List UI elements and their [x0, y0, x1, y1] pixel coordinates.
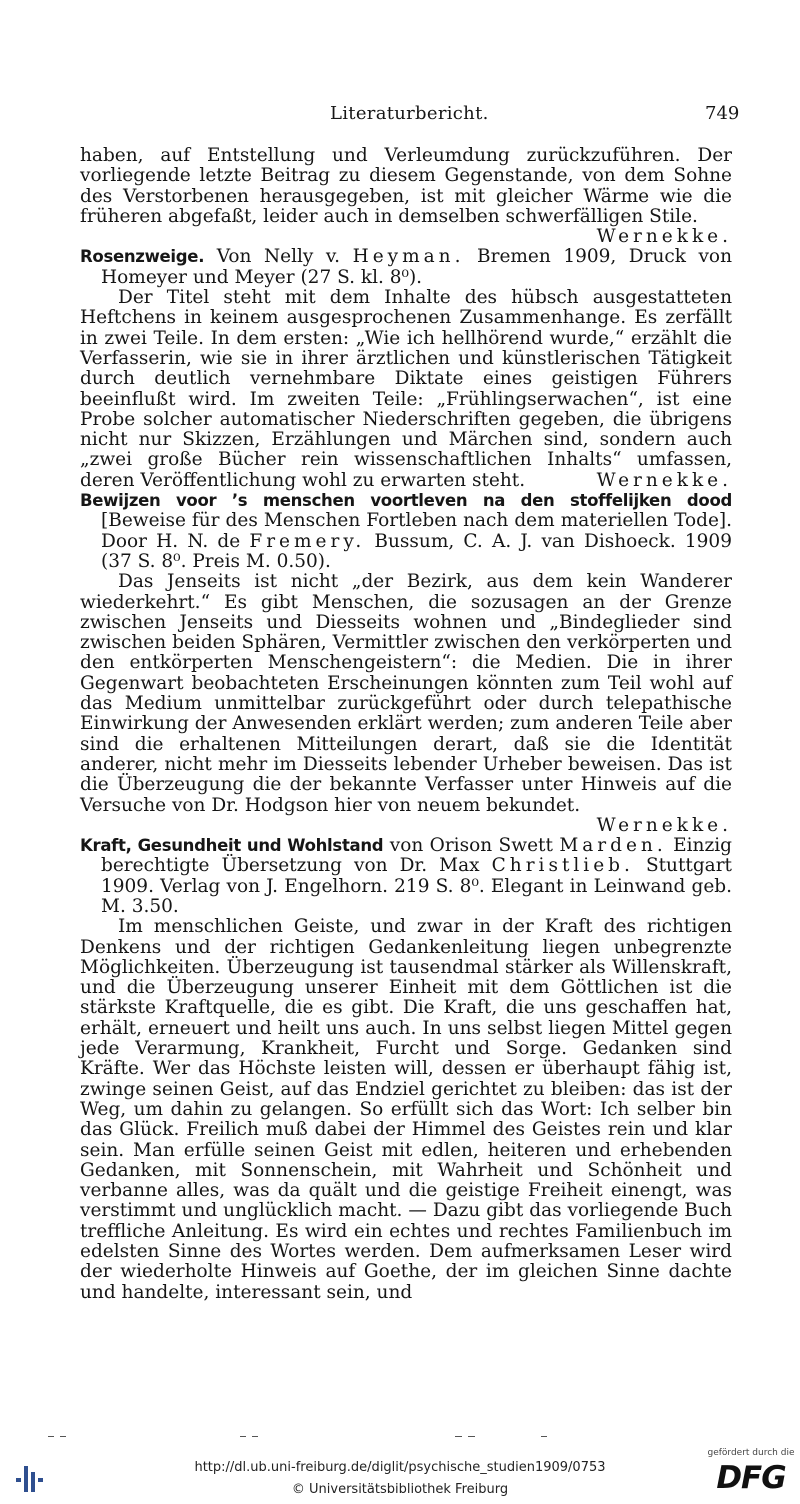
page-body — [80, 146, 732, 1303]
page-edge-marks — [0, 1432, 800, 1442]
edge-mark — [48, 1436, 54, 1437]
page-number: 749 — [705, 103, 740, 124]
book-entry-bewijzen — [80, 491, 732, 572]
running-header: Literaturbericht. — [330, 103, 489, 124]
bibliographic-text: Einzig berechtigte Übersetzung von Dr. Max — [101, 835, 732, 877]
intro-paragraph: haben, auf Entstellung und Verleumdung zurückzuführen. Der vorliegende letzte Beitrag zu diesem Gegenstande, von dem Sohne des Verstorbenen herausgegeben, ist mit gleicher Wärme wie die früheren abgefaßt, leider auch in demselben schwerfälligen Stile. — [80, 145, 732, 227]
review-text: Der Titel steht mit dem Inhalte des hübsch ausgestatteten Heftchens in keinem ausgesprochenen Zusammenhange. Es zerfällt in zwei Teile. In dem ersten: „Wie ich hellhörend wurde,“ erzählt die Verfasserin, wie sie in ihrer ärztlichen und künstlerischen Tätigkeit durch deutlich vernehmbare Diktate eines geistigen Führers beeinflußt wird. Im zweiten Teile: „Frühlingserwachen“, ist eine Probe solcher automatischer Niederschriften gegeben, die übrigens nicht nur Skizzen, Erzählungen und Märchen sind, sondern auch „zwei große Bücher rein wissenschaftlichen Inhalts“ umfassen, deren Veröffentlichung wohl zu erwarten steht. — [80, 287, 732, 491]
viewer-footer — [0, 1446, 800, 1504]
book-title: Kraft, Gesundheit und Wohlstand — [80, 836, 384, 856]
permalink-url[interactable]: http://dl.ub.uni-freiburg.de/diglit/psychische_studien1909/0753 — [194, 1460, 606, 1475]
edge-mark — [240, 1436, 246, 1437]
book-title: Rosenzweige. — [80, 247, 205, 267]
bibliographic-text: von Orison Swett — [389, 835, 553, 857]
bibliographic-text: Bremen 1909, Druck von Homeyer und Meyer (27 S. kl. 8⁰). — [101, 246, 732, 288]
dfg-logo: DFG — [716, 1460, 786, 1496]
edge-mark — [60, 1436, 66, 1437]
bibliographic-text: Von Nelly v. — [216, 246, 341, 268]
edge-mark — [252, 1436, 258, 1437]
edge-mark — [541, 1436, 547, 1437]
bibliographic-text: Bussum, C. A. J. van Dishoeck. 1909 (37 S. 8⁰. Preis M. 0.50). — [101, 530, 732, 572]
review-paragraph: Im menschlichen Geiste, und zwar in der Kraft des richtigen Denkens und der richtigen Gedankenleitung liegen unbegrenzte Möglichkeiten. Überzeugung ist tausendmal stärker als Willenskraft, und die Überzeugung unserer Einheit mit dem Göttlichen ist die stärkste Kraftquelle, die es gibt. Die Kraft, die uns geschaffen hat, erhält, erneuert und heilt uns auch. In uns selbst liegen Mittel gegen jede Verarmung, Krankheit, Furcht und Sorge. Gedanken sind Kräfte. Wer das Höchste leisten will, dessen er überhaupt fähig ist, zwinge seinen Geist, auf das Endziel gerichtet zu bleiben: das ist der Weg, um dahin zu gelangen. So erfüllt sich das Wort: Ich selber bin das Glück. Freilich muß dabei der Himmel des Geistes rein und klar sein. Man erfülle seinen Geist mit edlen, heiteren und erhebenden Gedanken, mit Sonnenschein, mit Wahrheit und Schönheit und verbanne alles, was da quält und die geistige Freiheit einengt, was verstimmt und unglücklich macht. — Dazu gibt das vorliegende Buch treffliche Anleitung. Es wird ein echtes und rechtes Familienbuch im edelsten Sinne des Wortes werden. Dem aufmerksamen Leser wird der wiederholte Hinweis auf Goethe, der im gleichen Sinne dachte und handelte, interessant sein, und — [80, 916, 732, 1303]
review-signature: Wernekke. — [596, 226, 732, 248]
bibliographic-text: [Beweise für des Menschen Fortleben nach dem materiellen Tode]. Door H. N. de — [101, 510, 732, 552]
copyright-notice: © Universitätsbibliothek Freiburg — [291, 1482, 509, 1497]
author-name: Heyman. — [352, 246, 465, 268]
edge-mark — [468, 1436, 475, 1437]
review-paragraph — [80, 288, 732, 491]
translator-name: Christlieb. — [491, 855, 634, 877]
author-name: Marden. — [559, 835, 667, 857]
author-name: Fremery. — [249, 530, 366, 552]
bibliographic-text: Stuttgart 1909. Verlag von J. Engelhorn. 219 S. 8⁰. Elegant in Leinwand geb. M. 3.50. — [101, 855, 732, 917]
edge-mark — [455, 1436, 462, 1437]
review-signature: Wernekke. — [596, 469, 732, 491]
review-paragraph: Das Jenseits ist nicht „der Bezirk, aus dem kein Wanderer wiederkehrt.“ Es gibt Menschen, die sozusagen an der Grenze zwischen Jenseits und Diesseits wohnen und „Bindeglieder sind zwischen beiden Sphären, Vermittler zwischen den verkörperten und den entkörperten Menschengeistern“: die Medien. Die in ihrer Gegenwart beobachteten Erscheinungen könnten zum Teil wohl auf das Medium unmittelbar zurückgeführt oder durch telepathische Einwirkung der Anwesenden erklärt werden; zum anderen Teile aber sind die erhaltenen Mitteilungen derart, daß sie die Identität anderer, nicht mehr im Diesseits lebender Urheber beweisen. Das ist die Überzeugung die der bekannte Verfasser unter Hinweis auf die Versuche von Dr. Hodgson hier von neuem bekundet. — [80, 571, 732, 816]
review-signature: Wernekke. — [596, 814, 732, 836]
book-entry-rosenzweige — [80, 247, 732, 288]
funding-note: gefördert durch die — [707, 1448, 795, 1458]
book-title: Bewijzen voor ’s menschen voortleven na den stoffelijken dood — [80, 491, 732, 511]
book-entry-kraft — [80, 836, 732, 917]
